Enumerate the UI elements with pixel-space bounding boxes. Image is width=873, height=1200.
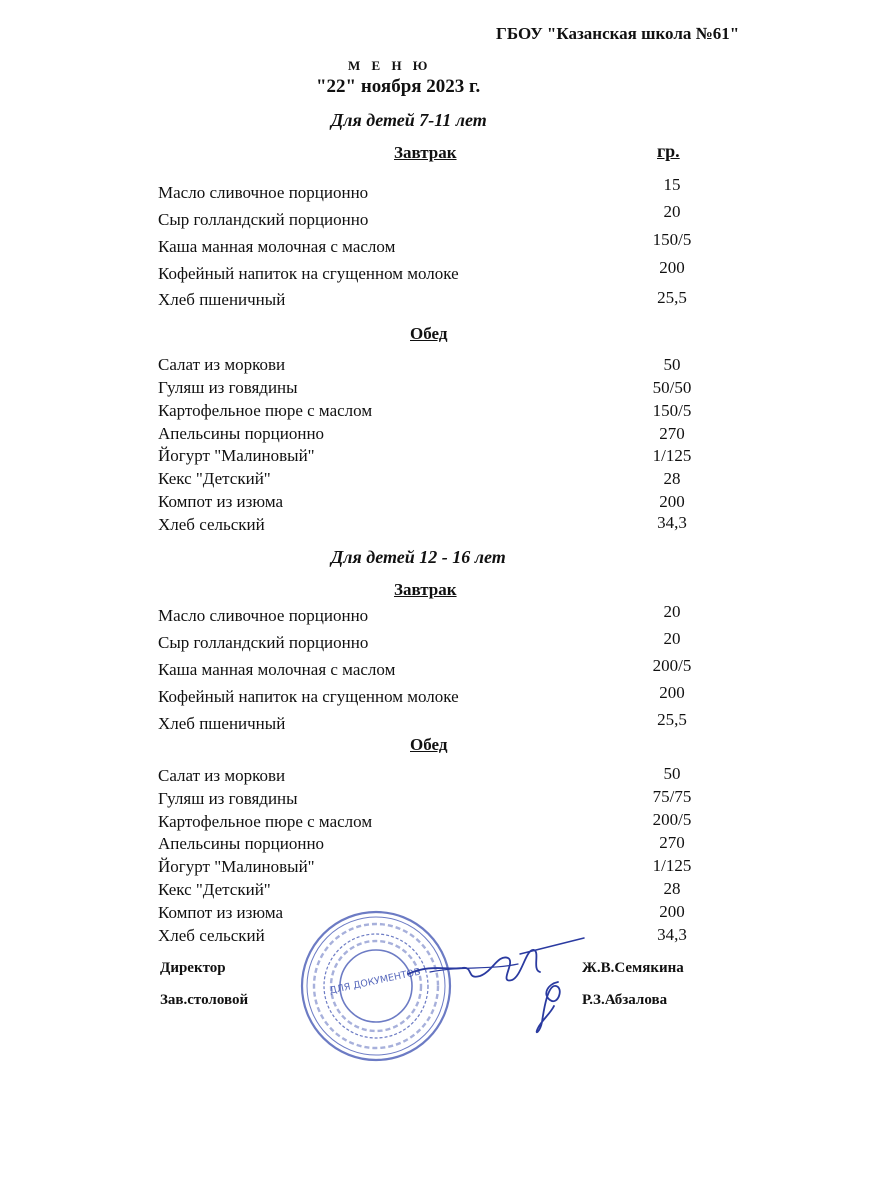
menu-item: Картофельное пюре с маслом xyxy=(158,812,373,831)
grams-unit-label: гр. xyxy=(657,141,680,161)
breakfast-heading: Завтрак xyxy=(394,580,457,599)
menu-item-grams: 200/5 xyxy=(652,656,692,675)
menu-item: Каша манная молочная с маслом xyxy=(158,660,396,679)
age-group-label: Для детей 7-11 лет xyxy=(331,110,487,130)
menu-item: Компот из изюма xyxy=(158,903,284,922)
director-role: Директор xyxy=(160,960,226,976)
canteen-manager-signature xyxy=(528,978,578,1040)
menu-item: Хлеб пшеничный xyxy=(158,714,286,733)
menu-item: Кекс "Детский" xyxy=(158,880,271,899)
menu-item-grams: 50/50 xyxy=(652,378,692,397)
menu-item-grams: 270 xyxy=(659,424,685,443)
menu-item: Хлеб сельский xyxy=(158,926,265,945)
canteen-manager-role: Зав.столовой xyxy=(160,992,249,1008)
menu-item-grams: 150/5 xyxy=(652,230,692,249)
menu-item: Компот из изюма xyxy=(158,492,284,511)
menu-item: Апельсины порционно xyxy=(158,834,325,853)
menu-date: "22" ноября 2023 г. xyxy=(316,76,481,97)
menu-item: Сыр голландский порционно xyxy=(158,633,369,652)
breakfast-heading: Завтрак xyxy=(394,143,457,162)
menu-item: Масло сливочное порционно xyxy=(158,606,369,625)
menu-item-grams: 20 xyxy=(663,629,681,648)
menu-item-grams: 25,5 xyxy=(657,288,687,307)
menu-item: Гуляш из говядины xyxy=(158,789,298,808)
menu-item-grams: 34,3 xyxy=(657,513,687,532)
menu-item: Хлеб сельский xyxy=(158,515,265,534)
stamp-center-text: ДЛЯ ДОКУМЕНТОВ xyxy=(328,966,422,997)
menu-item-grams: 200 xyxy=(659,683,685,702)
menu-item-grams: 25,5 xyxy=(657,710,687,729)
menu-item-grams: 200 xyxy=(659,492,685,511)
menu-item: Гуляш из говядины xyxy=(158,378,298,397)
menu-item: Каша манная молочная с маслом xyxy=(158,237,396,256)
age-group-label: Для детей 12 - 16 лет xyxy=(331,547,506,567)
menu-title: М Е Н Ю xyxy=(348,58,432,73)
menu-item: Масло сливочное порционно xyxy=(158,183,369,202)
menu-item-grams: 200 xyxy=(659,258,685,277)
menu-item-grams: 15 xyxy=(663,175,681,194)
lunch-heading: Обед xyxy=(410,735,448,754)
menu-item-grams: 20 xyxy=(663,202,681,221)
menu-item: Хлеб пшеничный xyxy=(158,290,286,309)
menu-item: Йогурт "Малиновый" xyxy=(158,446,315,465)
menu-item-grams: 200/5 xyxy=(652,810,692,829)
menu-item-grams: 50 xyxy=(663,764,681,783)
menu-item: Картофельное пюре с маслом xyxy=(158,401,373,420)
menu-item: Салат из моркови xyxy=(158,355,286,374)
organization-name: ГБОУ "Казанская школа №61" xyxy=(496,24,740,43)
canteen-manager-name: Р.З.Абзалова xyxy=(582,992,668,1008)
menu-item-grams: 28 xyxy=(663,879,681,898)
menu-item: Сыр голландский порционно xyxy=(158,210,369,229)
menu-item-grams: 28 xyxy=(663,469,681,488)
menu-item-grams: 50 xyxy=(663,355,681,374)
menu-item-grams: 270 xyxy=(659,833,685,852)
menu-item-grams: 150/5 xyxy=(652,401,692,420)
menu-item: Салат из моркови xyxy=(158,766,286,785)
menu-item: Кофейный напиток на сгущенном молоке xyxy=(158,687,459,706)
lunch-heading: Обед xyxy=(410,324,448,343)
menu-item-grams: 75/75 xyxy=(652,787,692,806)
menu-item-grams: 1/125 xyxy=(652,856,692,875)
menu-item: Кекс "Детский" xyxy=(158,469,271,488)
menu-item-grams: 1/125 xyxy=(652,446,692,465)
menu-item-grams: 20 xyxy=(663,602,681,621)
menu-item-grams: 34,3 xyxy=(657,925,687,944)
director-name: Ж.В.Семякина xyxy=(582,960,684,976)
menu-item: Йогурт "Малиновый" xyxy=(158,857,315,876)
menu-item: Апельсины порционно xyxy=(158,424,325,443)
menu-item: Кофейный напиток на сгущенном молоке xyxy=(158,264,459,283)
menu-item-grams: 200 xyxy=(659,902,685,921)
